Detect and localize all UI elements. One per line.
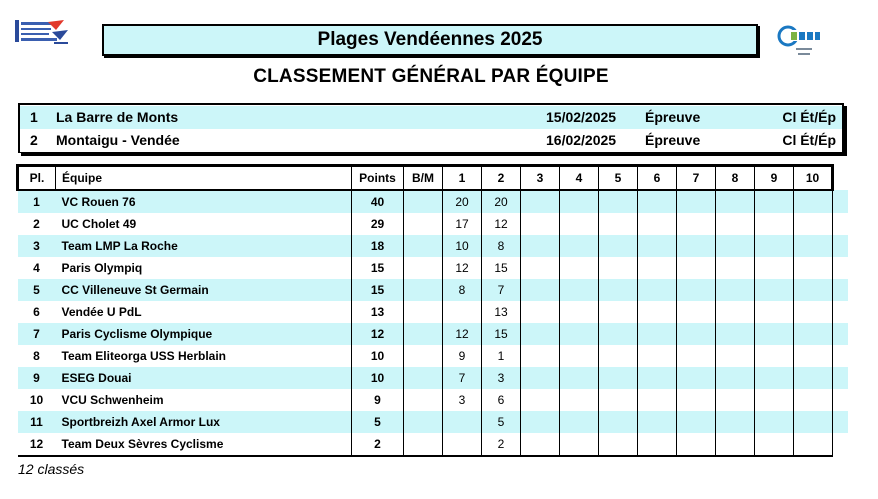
bm-cell [404, 367, 443, 389]
event-type: Épreuve [645, 132, 701, 148]
event-7-cell [677, 301, 716, 323]
team-cell: Sportbreizh Axel Armor Lux [56, 411, 352, 433]
event-10-cell [794, 279, 833, 301]
event-row [20, 129, 842, 152]
event-4-cell [560, 433, 599, 456]
points-cell: 5 [352, 411, 404, 433]
bm-cell [404, 190, 443, 213]
event-8-cell [716, 323, 755, 345]
points-cell: 15 [352, 279, 404, 301]
event-7-cell [677, 213, 716, 235]
event-6-cell [638, 213, 677, 235]
event-10-cell [794, 190, 833, 213]
row-tail [833, 411, 848, 433]
rank-cell: 9 [18, 367, 56, 389]
table-body [18, 190, 848, 456]
event-category: Cl Ét/Ép [782, 109, 836, 125]
points-cell: 12 [352, 323, 404, 345]
event-2-cell: 5 [482, 411, 521, 433]
team-cell: ESEG Douai [56, 367, 352, 389]
event-category: Cl Ét/Ép [782, 132, 836, 148]
team-cell: Team LMP La Roche [56, 235, 352, 257]
header-cell: 2 [482, 166, 521, 191]
header-cell: 7 [677, 166, 716, 191]
team-ranking-table [16, 164, 848, 457]
header-cell: 4 [560, 166, 599, 191]
event-9-cell [755, 190, 794, 213]
event-6-cell [638, 190, 677, 213]
event-date: 16/02/2025 [546, 132, 617, 148]
event-4-cell [560, 235, 599, 257]
rank-cell: 10 [18, 389, 56, 411]
event-5-cell [599, 323, 638, 345]
event-6-cell [638, 433, 677, 456]
event-9-cell [755, 345, 794, 367]
header-spacer [833, 166, 848, 191]
table-row [18, 235, 848, 257]
event-10-cell [794, 323, 833, 345]
event-10-cell [794, 367, 833, 389]
page-title-text: Plages Vendéennes 2025 [317, 29, 543, 50]
event-10-cell [794, 411, 833, 433]
event-9-cell [755, 301, 794, 323]
event-7-cell [677, 323, 716, 345]
rank-cell: 5 [18, 279, 56, 301]
event-2-cell: 2 [482, 433, 521, 456]
events-box [18, 103, 844, 153]
team-cell: Vendée U PdL [56, 301, 352, 323]
bm-cell [404, 345, 443, 367]
event-2-cell: 6 [482, 389, 521, 411]
event-1-cell [443, 411, 482, 433]
event-9-cell [755, 213, 794, 235]
event-7-cell [677, 433, 716, 456]
event-8-cell [716, 235, 755, 257]
event-1-cell: 7 [443, 367, 482, 389]
event-3-cell [521, 301, 560, 323]
event-number: 1 [30, 109, 38, 125]
event-5-cell [599, 433, 638, 456]
table-row [18, 301, 848, 323]
rank-cell: 7 [18, 323, 56, 345]
table-row [18, 411, 848, 433]
event-4-cell [560, 279, 599, 301]
header-cell: 9 [755, 166, 794, 191]
event-1-cell: 20 [443, 190, 482, 213]
header-cell: 5 [599, 166, 638, 191]
event-2-cell: 3 [482, 367, 521, 389]
event-2-cell: 13 [482, 301, 521, 323]
event-5-cell [599, 257, 638, 279]
event-4-cell [560, 411, 599, 433]
event-10-cell [794, 257, 833, 279]
row-tail [833, 367, 848, 389]
event-8-cell [716, 367, 755, 389]
event-1-cell [443, 301, 482, 323]
bm-cell [404, 411, 443, 433]
event-4-cell [560, 190, 599, 213]
team-cell: VC Rouen 76 [56, 190, 352, 213]
event-2-cell: 15 [482, 323, 521, 345]
bm-cell [404, 235, 443, 257]
event-6-cell [638, 279, 677, 301]
event-8-cell [716, 389, 755, 411]
table-header-row [18, 166, 848, 191]
event-4-cell [560, 257, 599, 279]
event-4-cell [560, 323, 599, 345]
row-tail [833, 235, 848, 257]
row-tail [833, 190, 848, 213]
event-2-cell: 7 [482, 279, 521, 301]
event-8-cell [716, 257, 755, 279]
event-7-cell [677, 411, 716, 433]
event-5-cell [599, 235, 638, 257]
event-7-cell [677, 389, 716, 411]
event-10-cell [794, 433, 833, 456]
header-cell: 10 [794, 166, 833, 191]
event-8-cell [716, 213, 755, 235]
event-9-cell [755, 323, 794, 345]
event-9-cell [755, 235, 794, 257]
event-3-cell [521, 257, 560, 279]
event-2-cell: 8 [482, 235, 521, 257]
team-cell: Team Eliteorga USS Herblain [56, 345, 352, 367]
federation-logo [14, 18, 70, 48]
event-10-cell [794, 301, 833, 323]
event-10-cell [794, 345, 833, 367]
row-tail [833, 257, 848, 279]
points-cell: 40 [352, 190, 404, 213]
header-cell: Pl. [18, 166, 56, 191]
page-subtitle: CLASSEMENT GÉNÉRAL PAR ÉQUIPE [253, 66, 609, 87]
event-9-cell [755, 389, 794, 411]
header-cell: Points [352, 166, 404, 191]
event-1-cell: 8 [443, 279, 482, 301]
event-4-cell [560, 345, 599, 367]
header-cell: 1 [443, 166, 482, 191]
page-title [102, 24, 758, 56]
event-7-cell [677, 279, 716, 301]
event-3-cell [521, 235, 560, 257]
event-9-cell [755, 411, 794, 433]
row-tail [833, 323, 848, 345]
event-9-cell [755, 279, 794, 301]
bm-cell [404, 213, 443, 235]
event-name: Montaigu - Vendée [56, 132, 180, 148]
rank-cell: 6 [18, 301, 56, 323]
team-cell: UC Cholet 49 [56, 213, 352, 235]
table-row [18, 213, 848, 235]
rank-cell: 11 [18, 411, 56, 433]
points-cell: 10 [352, 367, 404, 389]
rank-cell: 2 [18, 213, 56, 235]
event-name: La Barre de Monts [56, 109, 179, 125]
event-9-cell [755, 433, 794, 456]
event-4-cell [560, 301, 599, 323]
table-row [18, 345, 848, 367]
event-10-cell [794, 235, 833, 257]
table-row [18, 389, 848, 411]
classified-count: 12 classés [18, 461, 85, 477]
organizer-logo [776, 24, 824, 60]
event-2-cell: 15 [482, 257, 521, 279]
rank-cell: 1 [18, 190, 56, 213]
event-5-cell [599, 301, 638, 323]
event-6-cell [638, 301, 677, 323]
event-6-cell [638, 257, 677, 279]
bm-cell [404, 257, 443, 279]
event-3-cell [521, 323, 560, 345]
event-5-cell [599, 389, 638, 411]
team-cell: Paris Cyclisme Olympique [56, 323, 352, 345]
event-3-cell [521, 367, 560, 389]
table-row [18, 257, 848, 279]
row-tail [833, 213, 848, 235]
row-tail [833, 433, 848, 456]
header-cell: B/M [404, 166, 443, 191]
event-8-cell [716, 190, 755, 213]
header-cell: 3 [521, 166, 560, 191]
event-5-cell [599, 367, 638, 389]
team-cell: Paris Olympiq [56, 257, 352, 279]
event-5-cell [599, 279, 638, 301]
event-6-cell [638, 345, 677, 367]
event-8-cell [716, 301, 755, 323]
rank-cell: 4 [18, 257, 56, 279]
row-tail [833, 389, 848, 411]
points-cell: 9 [352, 389, 404, 411]
event-5-cell [599, 345, 638, 367]
event-8-cell [716, 433, 755, 456]
event-number: 2 [30, 132, 38, 148]
rank-cell: 8 [18, 345, 56, 367]
event-2-cell: 1 [482, 345, 521, 367]
rank-cell: 3 [18, 235, 56, 257]
team-cell: CC Villeneuve St Germain [56, 279, 352, 301]
event-1-cell: 12 [443, 323, 482, 345]
points-cell: 13 [352, 301, 404, 323]
event-6-cell [638, 389, 677, 411]
event-7-cell [677, 190, 716, 213]
event-1-cell [443, 433, 482, 456]
bm-cell [404, 279, 443, 301]
event-7-cell [677, 345, 716, 367]
event-3-cell [521, 190, 560, 213]
event-10-cell [794, 213, 833, 235]
bm-cell [404, 389, 443, 411]
bm-cell [404, 323, 443, 345]
event-9-cell [755, 257, 794, 279]
event-8-cell [716, 411, 755, 433]
event-4-cell [560, 367, 599, 389]
event-6-cell [638, 235, 677, 257]
table-row [18, 323, 848, 345]
event-7-cell [677, 367, 716, 389]
event-4-cell [560, 389, 599, 411]
event-3-cell [521, 279, 560, 301]
bm-cell [404, 433, 443, 456]
event-4-cell [560, 213, 599, 235]
event-5-cell [599, 411, 638, 433]
event-1-cell: 12 [443, 257, 482, 279]
points-cell: 10 [352, 345, 404, 367]
event-3-cell [521, 345, 560, 367]
event-7-cell [677, 257, 716, 279]
event-5-cell [599, 190, 638, 213]
table-row [18, 367, 848, 389]
rank-cell: 12 [18, 433, 56, 456]
header-cell: Équipe [56, 166, 352, 191]
event-5-cell [599, 213, 638, 235]
points-cell: 2 [352, 433, 404, 456]
event-6-cell [638, 411, 677, 433]
team-cell: Team Deux Sèvres Cyclisme [56, 433, 352, 456]
row-tail [833, 301, 848, 323]
event-row [20, 106, 842, 129]
event-1-cell: 9 [443, 345, 482, 367]
points-cell: 29 [352, 213, 404, 235]
event-10-cell [794, 389, 833, 411]
event-1-cell: 17 [443, 213, 482, 235]
event-date: 15/02/2025 [546, 109, 617, 125]
header-cell: 8 [716, 166, 755, 191]
event-type: Épreuve [645, 109, 701, 125]
event-7-cell [677, 235, 716, 257]
event-9-cell [755, 367, 794, 389]
table-row [18, 433, 848, 456]
event-8-cell [716, 345, 755, 367]
bm-cell [404, 301, 443, 323]
points-cell: 18 [352, 235, 404, 257]
event-2-cell: 12 [482, 213, 521, 235]
row-tail [833, 345, 848, 367]
header-cell: 6 [638, 166, 677, 191]
event-3-cell [521, 411, 560, 433]
team-cell: VCU Schwenheim [56, 389, 352, 411]
event-2-cell: 20 [482, 190, 521, 213]
event-3-cell [521, 389, 560, 411]
event-8-cell [716, 279, 755, 301]
event-1-cell: 3 [443, 389, 482, 411]
row-tail [833, 279, 848, 301]
event-3-cell [521, 213, 560, 235]
event-6-cell [638, 323, 677, 345]
table-row [18, 190, 848, 213]
points-cell: 15 [352, 257, 404, 279]
event-1-cell: 10 [443, 235, 482, 257]
event-3-cell [521, 433, 560, 456]
table-row [18, 279, 848, 301]
event-6-cell [638, 367, 677, 389]
